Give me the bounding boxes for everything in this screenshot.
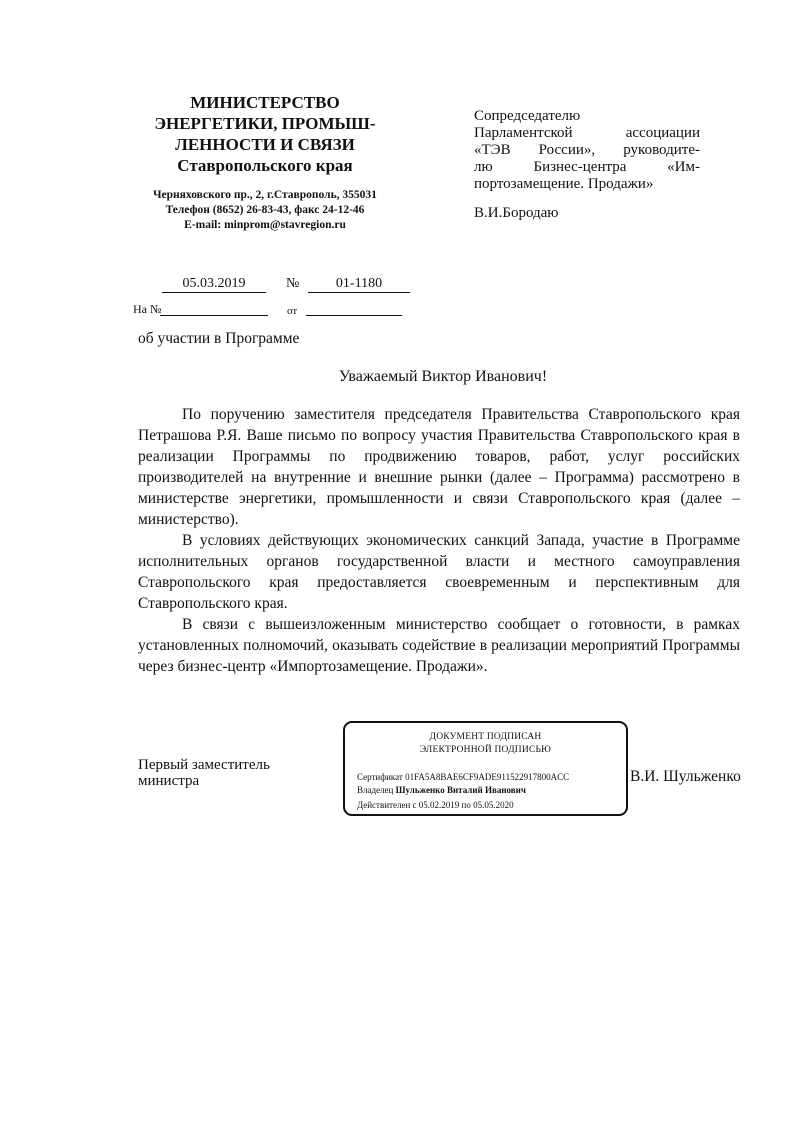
body-paragraph: В связи с вышеизложенным министерство сообщает о готовности, в рамках установленных полномочий, оказывать содействие в реализации мероприятий Программы через бизнес-центр «Импортозамещение. Продажи». [138, 616, 740, 675]
org-region: Ставропольского края [177, 156, 353, 175]
reference-number-label: На № [133, 302, 162, 316]
electronic-signature-stamp [343, 721, 628, 816]
signatory-name: В.И. Шульженко [630, 768, 741, 785]
addressee-line: лю Бизнес-центра «Им- [474, 159, 700, 175]
stamp-owner [357, 785, 526, 795]
addressee-name: В.И.Бородаю [474, 205, 559, 221]
body-paragraph: В условиях действующих экономических санкций Запада, участие в Программе исполнительных органов государственной власти и местного самоуправления Ставропольского края предоставляется своевременным и перспективным для Ставропольского края. [138, 532, 740, 612]
reference-number-blank [160, 315, 268, 316]
owner-value: Шульженко Виталий Иванович [395, 785, 526, 795]
addressee-block [474, 108, 700, 193]
addressee-line: «ТЭВ России», руководите- [474, 142, 700, 158]
stamp-certificate [357, 772, 569, 782]
org-line: МИНИСТЕРСТВО [190, 93, 340, 112]
org-phone: Телефон (8652) 26-83-43, факс 24-12-46 [165, 204, 365, 216]
org-line: ЭНЕРГЕТИКИ, ПРОМЫШ- [154, 114, 376, 133]
letter-subject: об участии в Программе [138, 330, 300, 347]
reference-date-label: от [287, 305, 298, 317]
position-line: министра [138, 773, 200, 789]
position-line: Первый заместитель [138, 757, 270, 773]
valid-to: 05.05.2020 [473, 800, 514, 810]
body-paragraph: По поручению заместителя председателя Правительства Ставропольского края Петрашова Р.Я. Ваше письмо по вопросу участия Правительства Ставропольского края в реализации Программы по продвижению товаров, работ, услуг российских производителей на внутренние и внешние рынки (далее – Программа) рассмотрено в министерстве энергетики, промышленности и связи Ставропольского края (далее – министерство). [138, 406, 740, 528]
organization-name [130, 92, 400, 176]
number-label: № [286, 276, 300, 291]
reference-date-blank [306, 315, 402, 316]
letter-date: 05.03.2019 [162, 276, 266, 293]
org-contacts [130, 188, 400, 233]
valid-from: 05.02.2019 [418, 800, 460, 810]
addressee-line: Сопредседателю [474, 108, 581, 124]
addressee-line: портозамещение. Продажи» [474, 176, 654, 192]
certificate-label: Сертификат [357, 772, 403, 782]
stamp-title-line: ЭЛЕКТРОННОЙ ПОДПИСЬЮ [419, 745, 552, 755]
owner-label: Владелец [357, 785, 394, 795]
certificate-value: 01FA5A8BAE6CF9ADE911522917800ACC [405, 772, 570, 782]
stamp-title-line: ДОКУМЕНТ ПОДПИСАН [429, 732, 542, 742]
org-address: Черняховского пр., 2, г.Ставрополь, 355031 [153, 189, 377, 201]
addressee-line: Парламентской ассоциации [474, 125, 700, 141]
stamp-title [345, 731, 626, 757]
letter-number: 01-1180 [308, 276, 410, 293]
org-email: E-mail: minprom@stavregion.ru [184, 219, 346, 231]
valid-to-label: по [461, 800, 471, 810]
org-line: ЛЕННОСТИ И СВЯЗИ [175, 135, 355, 154]
stamp-validity [357, 800, 514, 810]
valid-label: Действителен с [357, 800, 417, 810]
signatory-position [138, 757, 270, 789]
letter-body [138, 404, 740, 677]
salutation: Уважаемый Виктор Иванович! [338, 368, 548, 385]
